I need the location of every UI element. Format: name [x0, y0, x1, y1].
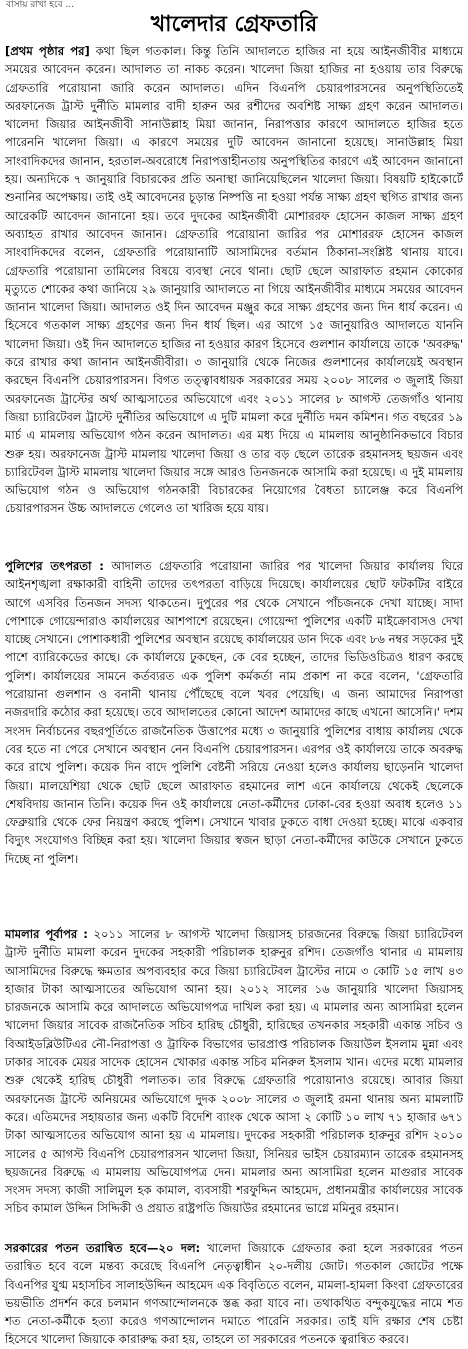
paragraph-text: খালেদা জিয়াকে গ্রেফতার করা হলে সরকারের পতন তরান্বিত হবে বলে মন্তব্য করেছে বিএনপি নেতৃত্বাধীন ২০-দলীয় জোট। গতকাল জোটের পক্ষে বিএনপির যুগ্ম মহাসচিব সালাহউদ্দিন আহমেদ এক বিবৃতিতে বলেন, মামলা-হামলা কিংবা গ্রেফতারের ভয়ভীতি প্রদর্শন করে চলমান গণআন্দোলনকে স্তব্ধ করা যাবে না। তথাকথিত বন্দুকযুদ্ধের নামে শত শত নেতা-কর্মীকে হত্যা করেও গণআন্দোলন দমাতে পারেনি সরকার। তাই যদি রক্ষার শেষ চেষ্টা হিসেবে খালেদা জিয়াকে কারারুদ্ধ করা হয়, তাহলে তা সরকারের পতনকে ত্বরান্বিত করবে। — [5, 1241, 464, 1347]
paragraph-case-background — [5, 925, 463, 1236]
paragraph-20-party-statement — [5, 1239, 464, 1347]
paragraph-lead: সরকারের পতন তরান্বিত হবে—২০ দল: — [5, 1241, 201, 1255]
paragraph-lead: পুলিশের তৎপরতা : — [5, 559, 104, 573]
paragraph-lead: মামলার পূর্বাপর : — [5, 927, 88, 941]
paragraph-lead: [প্রথম পৃষ্ঠার পর] — [5, 44, 90, 58]
paragraph-continuation — [5, 42, 463, 554]
headline: খালেদার গ্রেফতারি — [150, 12, 318, 37]
paragraph-text: কথা ছিল গতকাল। কিন্তু তিনি আদালতে হাজির না হয়ে আইনজীবীর মাধ্যমে সময়ের আবেদন করেন। আদালত তা নাকচ করেন। খালেদা জিয়া হাজির না হওয়ায় তার বিরুদ্ধে গ্রেফতারি পরোয়ানা জারি করেন আদালত। এদিন বিএনপি চেয়ারপারসনের অনুপস্থিতিতেই অরফানেজ ট্রাস্ট দুর্নীতি মামলার বাদী হারুন অর রশীদের অবশিষ্ট সাক্ষ্য গ্রহণ করেন আদালত। খালেদা জিয়ার আইনজীবী সানাউল্লাহ মিয়া জানান, নিরাপত্তার কারণে আদালতে হাজির হতে পারেননি খালেদা জিয়া। এ কারণে সময়ের দুটি আবেদন জানানো হয়েছে। সানাউল্লাহ মিয়া সাংবাদিকদের জানান, হরতাল-অবরোধে নিরাপত্তাহীনতায় অনুপস্থিতির কারণে এই আবেদন জানানো হয়। অন্যদিকে ৭ জানুয়ারি বিচারকের প্রতি অনাস্থা জানিয়েছিলেন খালেদা জিয়া। বিষয়টি হাইকোর্টে শুনানির অপেক্ষায়। তাই ওই আবেদনের চূড়ান্ত নিষ্পত্তি না হওয়া পর্যন্ত সাক্ষ্য গ্রহণ স্থগিত রাখার জন্য আরেকটি আবেদন জানানো হয়। তবে দুদকের আইনজীবী মোশাররফ হোসেন কাজল সাক্ষ্য গ্রহণ অব্যাহত রাখার আবেদন জানান। গ্রেফতারি পরোয়ানা জারির পর মোশাররফ হোসেন কাজল সাংবাদিকদের বলেন, গ্রেফতারি পরোয়ানাটি আসামিদের বর্তমান ঠিকানা-সংশ্লিষ্ট থানায় যাবে। গ্রেফতারি পরোয়ানা তামিলের বিষয়ে ব্যবস্থা নেবে থানা। ছোট ছেলে আরাফাত রহমান কোকোর মৃত্যুতে শোকের কথা জানিয়ে ২৯ জানুয়ারি আদালতে না গিয়ে আইনজীবীর মাধ্যমে সময়ের আবেদন জানান খালেদা জিয়া। আদালত ওই দিন আবেদন মঞ্জুর করে সাক্ষ্য গ্রহণের জন্য দিন ধার্য করেন। এ হিসেবে গতকাল সাক্ষ্য গ্রহণের জন্য দিন ধার্য ছিল। এর আগে ১৫ জানুয়ারিও আদালতে যাননি খালেদা জিয়া। ওই দিন আদালতে হাজির না হওয়ার কারণ হিসেবে গুলশান কার্যালয়ে তাকে 'অবরুদ্ধ' করে রাখার কথা জানান আইনজীবীরা। ৩ জানুয়ারি থেকে নিজের গুলশানের কার্যালয়েই অবস্থান করছেন বিএনপি চেয়ারপারসন। বিগত তত্ত্বাবধায়ক সরকারের সময় ২০০৮ সালের ৩ জুলাই জিয়া অরফানেজ ট্রাস্টের অর্থ আত্মসাতের অভিযোগে এবং ২০১১ সালের ৮ আগস্ট তেজগাঁও থানায় জিয়া চ্যারিটেবল ট্রাস্টে দুর্নীতির অভিযোগে এ দুটি মামলা করে দুর্নীতি দমন কমিশন। গত বছরের ১৯ মার্চ এ মামলায় অভিযোগ গঠন করেন আদালত। এর মধ্য দিয়ে এ মামলায় আনুষ্ঠানিকভাবে বিচার শুরু হয়। অরফানেজ ট্রাস্ট মামলায় খালেদা জিয়া ও তার বড় ছেলে তারেক রহমানসহ ছয়জন এবং চ্যারিটেবল ট্রাস্ট মামলায় খালেদা জিয়ার সঙ্গে আরও তিনজনকে আসামি করা হয়েছে। এ দুই মামলায় অভিযোগ গঠন ও অভিযোগ গঠনকারী বিচারকের নিয়োগের বৈধতা চ্যালেঞ্জ করে বিএনপি চেয়ারপারসন উচ্চ আদালতে গেলেও তা খারিজ হয়ে যায়। — [5, 44, 464, 516]
paragraph-text: আদালত গ্রেফতারি পরোয়ানা জারির পর খালেদা জিয়ার কার্যালয় ঘিরে আইনশৃঙ্খলা রক্ষাকারী বাহিনী তাদের তৎপরতা বাড়িয়ে দিয়েছে। কার্যালয়ের ছোট ফটকটির বাইরে আগে এসবির তিনজন সদস্য থাকতেন। দুপুরের পর থেকে সেখানে পাঁচজনকে দেখা যাচ্ছে। সাদা পোশাকে গোয়েন্দারাও কার্যালয়ের আশপাশে রয়েছেন। গোয়েন্দা পুলিশের একটি মাইক্রোবাসও দেখা যাচ্ছে সেখানে। পোশাকধারী পুলিশের অবস্থান রয়েছে কার্যালয়ের ডান দিকে এবং ৮৬ নম্বর সড়কের দুই পাশে ব্যারিকেডের কাছে। কে কার্যালয়ে ঢুকছেন, কে বের হচ্ছেন, তাদের ভিডিওচিত্রও ধারণ করছে পুলিশ। কার্যালয়ের সামনে কর্তব্যরত এক পুলিশ কর্মকর্তা নাম প্রকাশ না করে বলেন, 'গ্রেফতারি পরোয়ানা গুলশান ও বনানী থানায় পৌঁছেছে বলে খবর পেয়েছি। এ জন্য আমাদের নিরাপত্তা নজরদারি কঠোর করা হয়েছে। তবে আদালতের কোনো আদেশ আমাদের কাছে এখনো আসেনি।' দশম সংসদ নির্বাচনের বছরপূর্তিতে রাজনৈতিক উত্তাপের মধ্যে ৩ জানুয়ারি পুলিশের বাধায় কার্যালয় থেকে বের হতে না পেরে সেখানে অবস্থান নেন বিএনপি চেয়ারপারসন। এরপর ওই কার্যালয়ে তাকে অবরুদ্ধ করে রাখে পুলিশ। কয়েক দিন বাদে পুলিশি বেষ্টনী সরিয়ে নেওয়া হলেও কার্যালয় ছাড়েননি খালেদা জিয়া। মালয়েশিয়া থেকে ছোট ছেলে আরাফাত রহমানের লাশ এনে কার্যালয়ে থেকেই ছেলেকে শেষবিদায় জানান তিনি। কয়েক দিন ওই কার্যালয়ে নেতা-কর্মীদের ঢোকা-বের হওয়া অবাধ হলেও ১১ ফেব্রুয়ারি থেকে ফের নিয়ন্ত্রণ করছে পুলিশ। সেখানে খাবার ঢুকতে বাধা দেওয়া হচ্ছে। মাঝে একবার বিদ্যুৎ সংযোগও বিচ্ছিন্ন করা হয়। খালেদা জিয়ার স্বজন ছাড়া নেতা-কর্মীদের কাউকে সেখানে ঢুকতে দিচ্ছে না পুলিশ। — [5, 559, 464, 866]
article-body — [0, 42, 468, 1347]
previous-article-fragment: বাসায় রাখা হবে ... — [6, 0, 75, 10]
paragraph-police-activity — [5, 557, 463, 922]
paragraph-text: ২০১১ সালের ৮ আগস্ট খালেদা জিয়াসহ চারজনের বিরুদ্ধে জিয়া চ্যারিটেবল ট্রাস্ট দুর্নীতি মামলা করেন দুদকের সহকারী পরিচালক হারুনুর রশিদ। তেজগাঁও থানার এ মামলায় আসামিদের বিরুদ্ধে ক্ষমতার অপব্যবহার করে জিয়া চ্যারিটেবল ট্রাস্টের নামে ৩ কোটি ১৫ লাখ ৪৩ হাজার টাকা আত্মসাতের অভিযোগ আনা হয়। ২০১২ সালের ১৬ জানুয়ারি খালেদা জিয়াসহ চারজনকে আসামি করে আদালতে অভিযোগপত্র দাখিল করা হয়। এ মামলার অন্য আসামিরা হলেন খালেদা জিয়ার সাবেক রাজনৈতিক সচিব হারিছ চৌধুরী, হারিছের তখনকার সহকারী একান্ত সচিব ও বিআইডব্লিউটিএর নৌ-নিরাপত্তা ও ট্রাফিক বিভাগের ভারপ্রাপ্ত পরিচালক জিয়াউল ইসলাম মুন্না এবং ঢাকার সাবেক মেয়র সাদেক হোসেন খোকার একান্ত সচিব মনিরুল ইসলাম খান। এদের মধ্যে মামলার শুরু থেকেই হারিছ চৌধুরী পলাতক। তার বিরুদ্ধে গ্রেফতারি পরোয়ানাও রয়েছে। আবার জিয়া অরফানেজ ট্রাস্টে অনিয়মের অভিযোগে দুদক ২০০৮ সালের ৩ জুলাই রমনা থানায় অন্য মামলাটি করে। এতিমদের সহায়তার জন্য একটি বিদেশি ব্যাংক থেকে আসা ২ কোটি ১০ লাখ ৭১ হাজার ৬৭১ টাকা আত্মসাতের অভিযোগ আনা হয় এ মামলায়। দুদকের সহকারী পরিচালক হারুনুর রশিদ ২০১০ সালের ৫ আগস্ট বিএনপি চেয়ারপারসন খালেদা জিয়া, সিনিয়র ভাইস চেয়ারম্যান তারেক রহমানসহ ছয়জনের বিরুদ্ধে এ মামলায় অভিযোগপত্র দেন। মামলার অন্য আসামিরা হলেন মাগুরার সাবেক সংসদ সদস্য কাজী সালিমুল হক কামাল, ব্যবসায়ী শরফুদ্দিন আহমেদ, প্রধানমন্ত্রীর কার্যালয়ের সাবেক সচিব কামাল উদ্দিন সিদ্দিকী ও প্রয়াত রাষ্ট্রপতি জিয়াউর রহমানের ভাগ্নে মমিনুর রহমান। — [5, 927, 464, 1216]
